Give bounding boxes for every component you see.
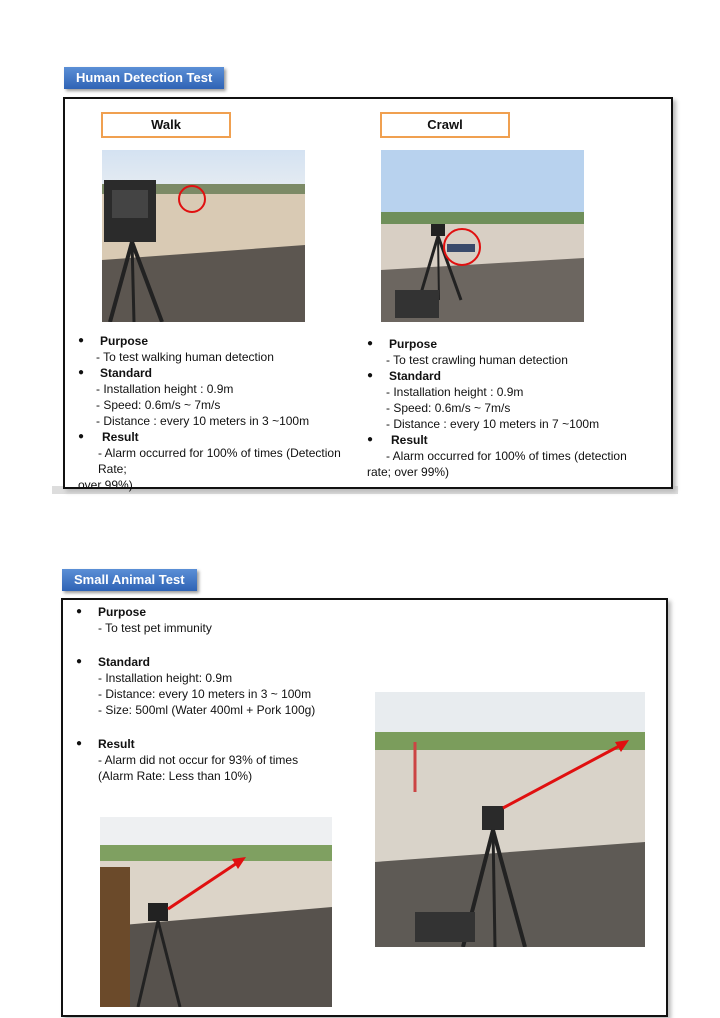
standard-size: - Size: 500ml (Water 400ml + Pork 100g) bbox=[98, 703, 316, 717]
result-text: - Alarm occurred for 100% of times (Detection Rate; bbox=[98, 446, 341, 476]
bullet-icon: ● bbox=[76, 738, 83, 749]
result-text: - Alarm occurred for 100% of times (detection bbox=[386, 449, 627, 463]
result-text-cont: over 99%) bbox=[78, 478, 133, 492]
bullet-icon: ● bbox=[367, 370, 374, 381]
crawl-description bbox=[367, 336, 663, 480]
result-text-cont: rate; over 99%) bbox=[367, 465, 450, 479]
bullet-icon: ● bbox=[78, 367, 85, 378]
bullet-icon: ● bbox=[78, 431, 85, 442]
purpose-heading: Purpose bbox=[100, 334, 149, 348]
purpose-heading: Purpose bbox=[98, 605, 147, 619]
section-title-human-detection: Human Detection Test bbox=[64, 67, 224, 89]
bullet-icon: ● bbox=[78, 335, 85, 346]
animal-description bbox=[76, 604, 376, 784]
standard-distance: - Distance: every 10 meters in 3 ~ 100m bbox=[98, 687, 312, 701]
walk-description bbox=[78, 333, 370, 493]
section-title-small-animal: Small Animal Test bbox=[62, 569, 197, 591]
purpose-text: - To test walking human detection bbox=[96, 350, 274, 364]
crawl-test-photo bbox=[381, 150, 584, 322]
bullet-icon: ● bbox=[76, 606, 83, 617]
purpose-heading: Purpose bbox=[389, 337, 438, 351]
bullet-icon: ● bbox=[367, 434, 374, 445]
standard-height: - Installation height : 0.9m bbox=[386, 385, 524, 399]
result-heading: Result bbox=[391, 433, 428, 447]
result-heading: Result bbox=[102, 430, 139, 444]
standard-distance: - Distance : every 10 meters in 3 ~100m bbox=[96, 414, 310, 428]
bullet-icon: ● bbox=[367, 338, 374, 349]
standard-speed: - Speed: 0.6m/s ~ 7m/s bbox=[96, 398, 221, 412]
standard-height: - Installation height : 0.9m bbox=[96, 382, 234, 396]
standard-heading: Standard bbox=[389, 369, 442, 383]
standard-heading: Standard bbox=[100, 366, 153, 380]
animal-test-photo-shade bbox=[100, 817, 332, 1007]
standard-heading: Standard bbox=[98, 655, 151, 669]
walk-label-box: Walk bbox=[101, 112, 231, 138]
animal-test-photo-field bbox=[375, 692, 645, 947]
standard-height: - Installation height: 0.9m bbox=[98, 671, 233, 685]
result-text-cont: (Alarm Rate: Less than 10%) bbox=[98, 769, 253, 783]
standard-speed: - Speed: 0.6m/s ~ 7m/s bbox=[386, 401, 511, 415]
result-heading: Result bbox=[98, 737, 135, 751]
purpose-text: - To test crawling human detection bbox=[386, 353, 568, 367]
walk-test-photo bbox=[102, 150, 305, 322]
bullet-icon: ● bbox=[76, 656, 83, 667]
result-text: - Alarm did not occur for 93% of times bbox=[98, 753, 299, 767]
purpose-text: - To test pet immunity bbox=[98, 621, 212, 635]
crawl-label-box: Crawl bbox=[380, 112, 510, 138]
standard-distance: - Distance : every 10 meters in 7 ~100m bbox=[386, 417, 600, 431]
